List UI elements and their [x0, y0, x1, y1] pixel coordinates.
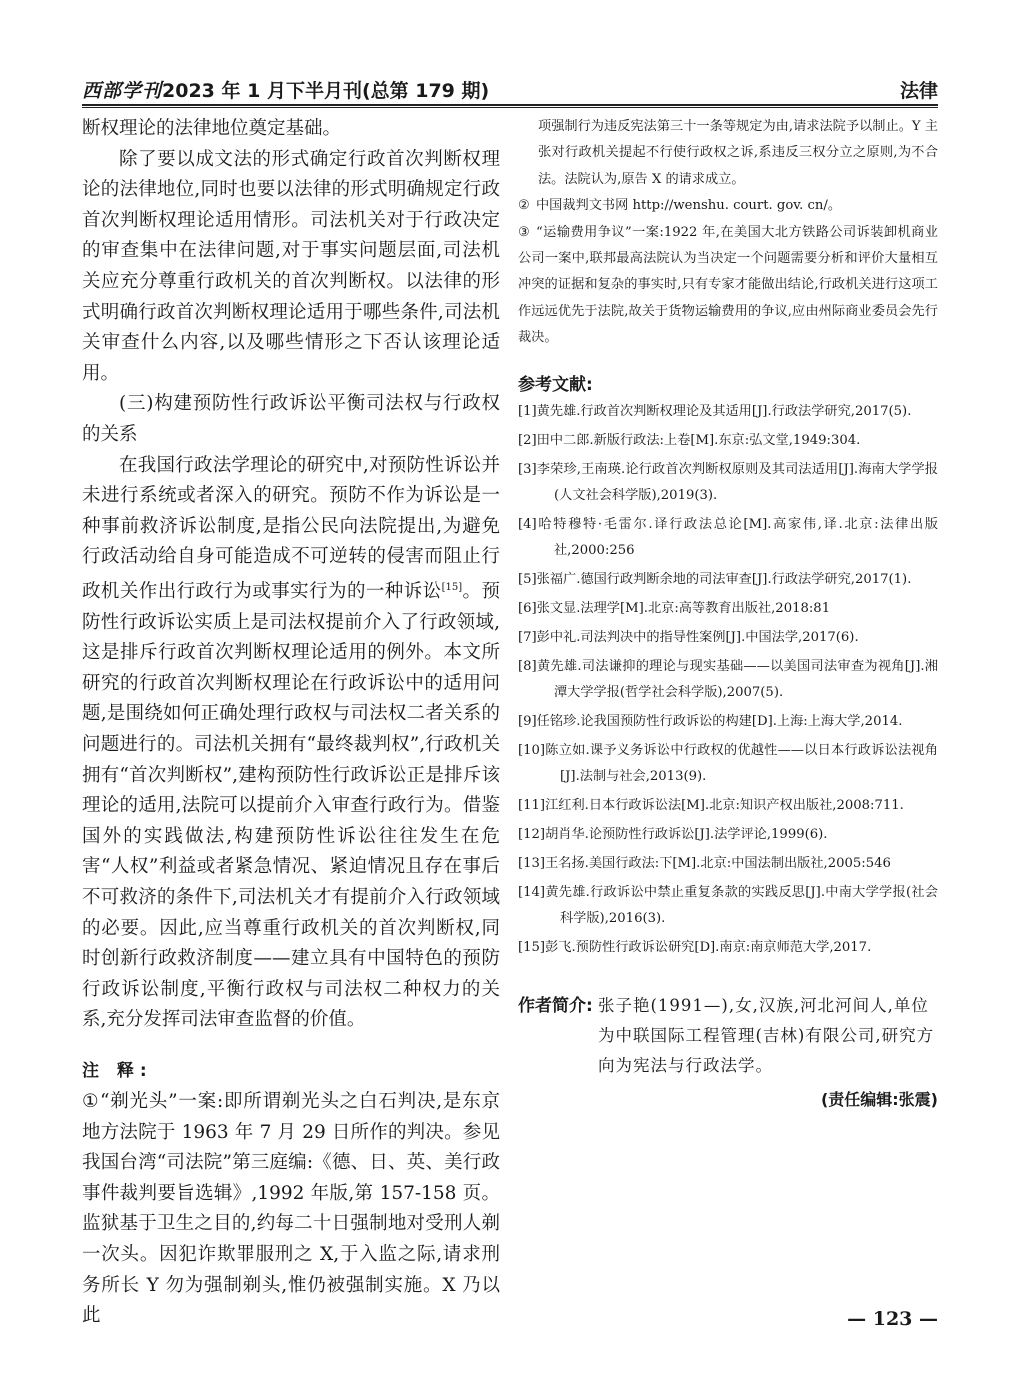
paragraph	[82, 451, 500, 1036]
author-label: 作者简介:	[518, 995, 593, 1016]
citation-marker: [15]	[441, 581, 463, 593]
reference-item: [11]江红利.日本行政诉讼法[M].北京:知识产权出版社,2008:711.	[518, 797, 904, 813]
left-column	[82, 114, 500, 1332]
running-header	[82, 76, 938, 106]
note-text: “剃光头”一案:即所谓剃光头之白石判决,是东京地方法院于 1963 年 7 月 29 日所作的判决。参见我国台湾“司法院”第三庭编:《德、日、英、美行政事件裁判要旨选辑》,1992 年版,第 157-158 页。监狱基于卫生之目的,约每二十日强制地对受刑人剃一次头。因犯诈欺罪服刑之 X,于入监之际,请求刑务所长 Y 勿为强制剃头,惟仍被强制实施。X 乃以此	[82, 1090, 500, 1327]
journal-logo: 西部学刊	[82, 80, 163, 102]
references-list	[518, 399, 938, 961]
issue-info: 2023 年 1 月下半月刊(总第 179 期)	[162, 80, 490, 102]
header-rule	[82, 104, 938, 106]
paragraph-text: 。预防性行政诉讼实质上是司法权提前介入了行政领域,这是排斥行政首次判断权理论适用的例外。本文所研究的行政首次判断权理论在行政诉讼中的适用问题,是围绕如何正确处理行政权与司法权二者关系的问题进行的。司法机关拥有“最终裁判权”,行政机关拥有“首次判断权”,建构预防性行政诉讼正是排斥该理论的适用,法院可以提前介入审查行政行为。借鉴国外的实践做法,构建预防性诉讼往往发生在危害“人权”利益或者紧急情况、紧迫情况且存在事后不可救济的条件下,司法机关才有提前介入行政领域的必要。因此,应当尊重行政机关的首次判断权,同时创新行政救济制度——建立具有中国特色的预防行政诉讼制度,平衡行政权与司法权二种权力的关系,充分发挥司法审查监督的价值。	[82, 581, 500, 1031]
note-number: ①	[82, 1090, 99, 1112]
notes-heading: 注 释:	[82, 1060, 153, 1081]
reference-item: [13]王名扬.美国行政法:下[M].北京:中国法制出版社,2005:546	[518, 855, 891, 871]
reference-item: [1]黄先雄.行政首次判断权理论及其适用[J].行政法学研究,2017(5).	[518, 403, 912, 419]
header-rule-thin	[82, 107, 938, 108]
reference-item: [14]黄先雄.行政诉讼中禁止重复条款的实践反思[J].中南大学学报(社会科学版),2016(3).	[518, 884, 938, 926]
reference-item: [15]彭飞.预防性行政诉讼研究[D].南京:南京师范大学,2017.	[518, 939, 872, 955]
author-bio	[518, 991, 938, 1081]
reference-item: [7]彭中礼.司法判决中的指导性案例[J].中国法学,2017(6).	[518, 629, 859, 645]
section-subheading: (三)构建预防性行政诉讼平衡司法权与行政权的关系	[82, 393, 500, 445]
section-label: 法律	[899, 80, 938, 102]
editor-credit: (责任编辑:张震)	[820, 1089, 938, 1109]
paragraph: 除了要以成文法的形式确定行政首次判断权理论的法律地位,同时也要以法律的形式明确规定行政首次判断权理论适用情形。司法机关对于行政决定的审查集中在法律问题,对于事实问题层面,司法机关应充分尊重行政机关的首次判断权。以法律的形式明确行政首次判断权理论适用于哪些条件,司法机关审查什么内容,以及哪些情形之下否认该理论适用。	[82, 148, 500, 384]
note-item	[518, 193, 938, 219]
author-text: 张子艳(1991—),女,汉族,河北河间人,单位为中联国际工程管理(吉林)有限公司,研究方向为宪法与行政法学。	[598, 995, 935, 1075]
note-number: ③	[518, 224, 530, 240]
reference-item: [10]陈立如.课予义务诉讼中行政权的优越性——以日本行政诉讼法视角[J].法制与社会,2013(9).	[518, 742, 938, 784]
references-heading: 参考文献:	[518, 374, 593, 395]
reference-item: [4]哈特穆特·毛雷尔.译行政法总论[M].高家伟,译.北京:法律出版社,2000:256	[518, 516, 938, 558]
reference-item: [6]张文显.法理学[M].北京:高等教育出版社,2018:81	[518, 600, 831, 616]
reference-item: [8]黄先雄.司法谦抑的理论与现实基础——以美国司法审查为视角[J].湘潭大学学报(哲学社会科学版),2007(5).	[518, 658, 938, 700]
reference-item: [3]李荣珍,王南瑛.论行政首次判断权原则及其司法适用[J].海南大学学报(人文社会科学版),2019(3).	[518, 461, 938, 503]
reference-item: [5]张福广.德国行政判断余地的司法审查[J].行政法学研究,2017(1).	[518, 571, 912, 587]
note-text: “运输费用争议”一案:1922 年,在美国大北方铁路公司诉装卸机商业公司一案中,联邦最高法院认为当决定一个问题需要分析和评价大量相互冲突的证据和复杂的事实时,只有专家才能做出结论,行政机关进行这项工作远远优先于法院,故关于货物运输费用的争议,应由州际商业委员会先行裁决。	[518, 224, 938, 346]
paragraph: 断权理论的法律地位奠定基础。	[82, 118, 342, 139]
note-item	[82, 1087, 500, 1332]
reference-item: [12]胡肖华.论预防性行政诉讼[J].法学评论,1999(6).	[518, 826, 828, 842]
note-text: 中国裁判文书网 http://wenshu. court. gov. cn/。	[536, 198, 842, 214]
note-item	[518, 220, 938, 352]
page-number: — 123 —	[847, 1308, 938, 1330]
reference-item: [2]田中二郎.新版行政法:上卷[M].东京:弘文堂,1949:304.	[518, 432, 861, 448]
reference-item: [9]任铭珍.论我国预防性行政诉讼的构建[D].上海:上海大学,2014.	[518, 713, 903, 729]
note-number: ②	[518, 198, 530, 214]
right-column	[518, 114, 938, 1110]
note-continuation: 项强制行为违反宪法第三十一条等规定为由,请求法院予以制止。Y 主张对行政机关提起不行使行政权之诉,系违反三权分立之原则,为不合法。法院认为,原告 X 的请求成立。	[538, 119, 938, 187]
paragraph-text: 在我国行政法学理论的研究中,对预防性诉讼并未进行系统或者深入的研究。预防不作为诉讼是一种事前救济诉讼制度,是指公民向法院提出,为避免行政活动给自身可能造成不可逆转的侵害而阻止行政机关作出行政行为或事实行为的一种诉讼	[82, 454, 500, 603]
